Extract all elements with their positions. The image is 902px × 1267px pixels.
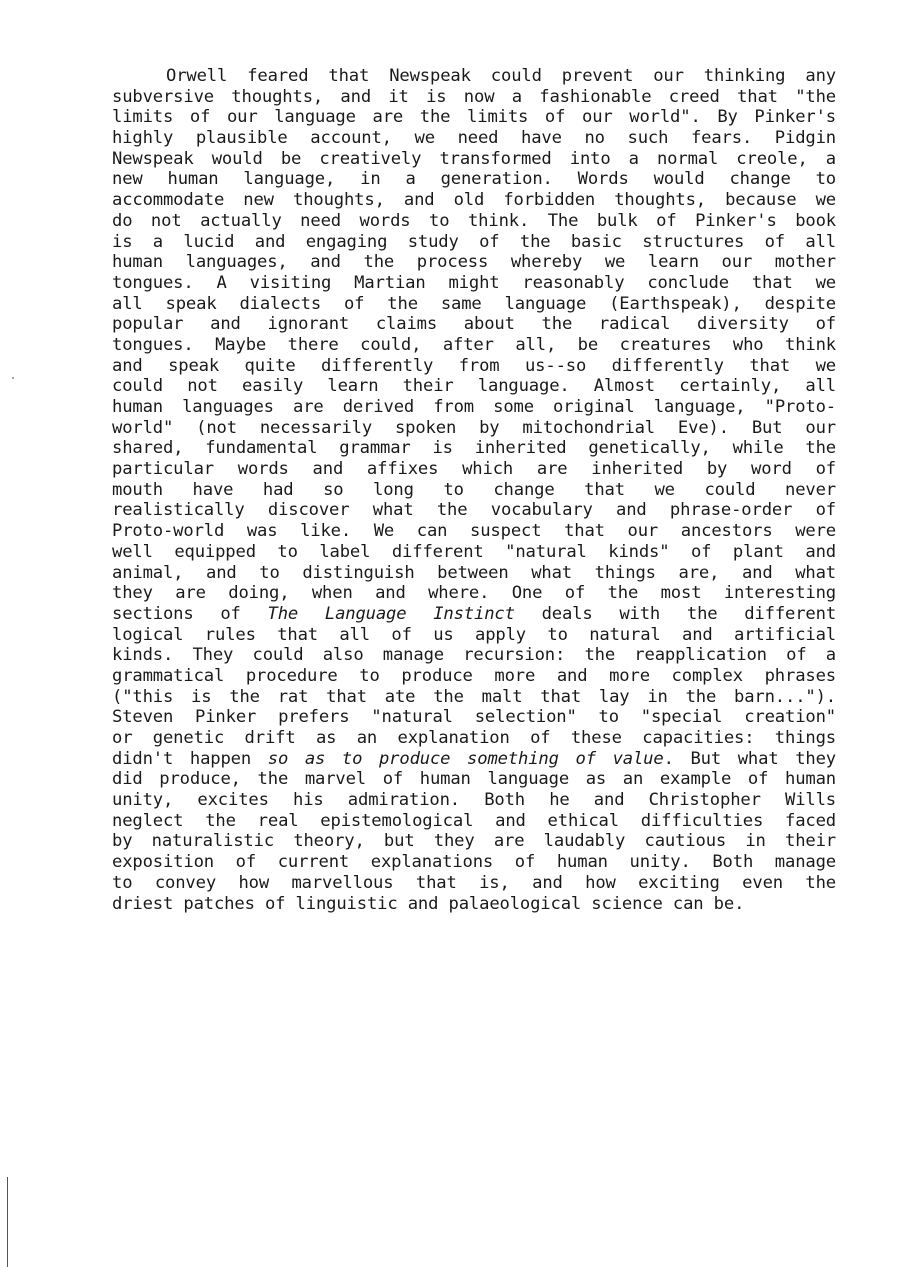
text-line: animal, and to distinguish between what things are, and what: [112, 562, 836, 583]
body-paragraph: [112, 66, 836, 914]
text-line: is a lucid and engaging study of the basic structures of all: [112, 231, 836, 252]
text-line: world" (not necessarily spoken by mitochondrial Eve). But our: [112, 417, 836, 438]
line-text-before: sections of: [112, 603, 268, 624]
text-line: highly plausible account, we need have no such fears. Pidgin: [112, 128, 836, 149]
text-line: do not actually need words to think. The bulk of Pinker's book: [112, 210, 836, 231]
text-line: Orwell feared that Newspeak could prevent our thinking any: [166, 66, 836, 86]
text-line: accommodate new thoughts, and old forbidden thoughts, because we: [112, 190, 836, 211]
text-line-with-emphasis: [112, 749, 836, 770]
text-line: popular and ignorant claims about the radical diversity of: [112, 314, 836, 335]
text-line: well equipped to label different "natural kinds" of plant and: [112, 541, 836, 562]
text-line: Proto-world was like. We can suspect that our ancestors were: [112, 521, 836, 542]
emphasis-italic: so as to produce something of value: [267, 748, 664, 769]
text-line: all speak dialects of the same language (Earthspeak), despite: [112, 293, 836, 314]
text-line: ("this is the rat that ate the malt that lay in the barn...").: [112, 686, 836, 707]
text-line-last: driest patches of linguistic and palaeological science can be.: [112, 893, 745, 914]
text-line: mouth have had so long to change that we could never: [112, 479, 836, 500]
line-text-after: . But what they: [663, 748, 836, 769]
line-text-after: deals with the different: [514, 603, 837, 624]
book-title-italic: The Language Instinct: [267, 603, 515, 624]
scan-speck: [12, 377, 14, 379]
text-line: kinds. They could also manage recursion: the reapplication of a: [112, 645, 836, 666]
text-line: shared, fundamental grammar is inherited genetically, while the: [112, 438, 836, 459]
text-line: tongues. Maybe there could, after all, be creatures who think: [112, 334, 836, 355]
text-line: limits of our language are the limits of our world". By Pinker's: [112, 107, 836, 128]
text-line: neglect the real epistemological and ethical difficulties faced: [112, 810, 836, 831]
text-line: by naturalistic theory, but they are laudably cautious in their: [112, 831, 836, 852]
text-line: unity, excites his admiration. Both he and Christopher Wills: [112, 790, 836, 811]
text-line: Newspeak would be creatively transformed into a normal creole, a: [112, 148, 836, 169]
text-line: could not easily learn their language. Almost certainly, all: [112, 376, 836, 397]
text-line: to convey how marvellous that is, and how exciting even the: [112, 872, 836, 893]
text-line: or genetic drift as an explanation of these capacities: things: [112, 728, 836, 748]
text-line: and speak quite differently from us--so differently that we: [112, 355, 836, 376]
text-line: particular words and affixes which are inherited by word of: [112, 459, 836, 480]
text-line: they are doing, when and where. One of the most interesting: [112, 583, 836, 604]
text-line: realistically discover what the vocabulary and phrase-order of: [112, 500, 836, 521]
text-line: subversive thoughts, and it is now a fashionable creed that "the: [112, 86, 836, 107]
scan-edge-mark: [7, 1177, 8, 1267]
text-line: human languages are derived from some original language, "Proto-: [112, 397, 836, 417]
text-line: logical rules that all of us apply to natural and artificial: [112, 624, 836, 645]
text-line: tongues. A visiting Martian might reasonably conclude that we: [112, 272, 836, 293]
text-line: new human language, in a generation. Words would change to: [112, 169, 836, 190]
text-line: grammatical procedure to produce more and more complex phrases: [112, 665, 836, 686]
text-line: Steven Pinker prefers "natural selection" to "special creation": [112, 707, 836, 728]
text-line: did produce, the marvel of human language as an example of human: [112, 769, 836, 790]
text-line: human languages, and the process whereby we learn our mother: [112, 252, 836, 273]
text-line-with-book-title: [112, 604, 836, 625]
text-line: exposition of current explanations of human unity. Both manage: [112, 852, 836, 873]
line-text-before: didn't happen: [112, 748, 268, 769]
